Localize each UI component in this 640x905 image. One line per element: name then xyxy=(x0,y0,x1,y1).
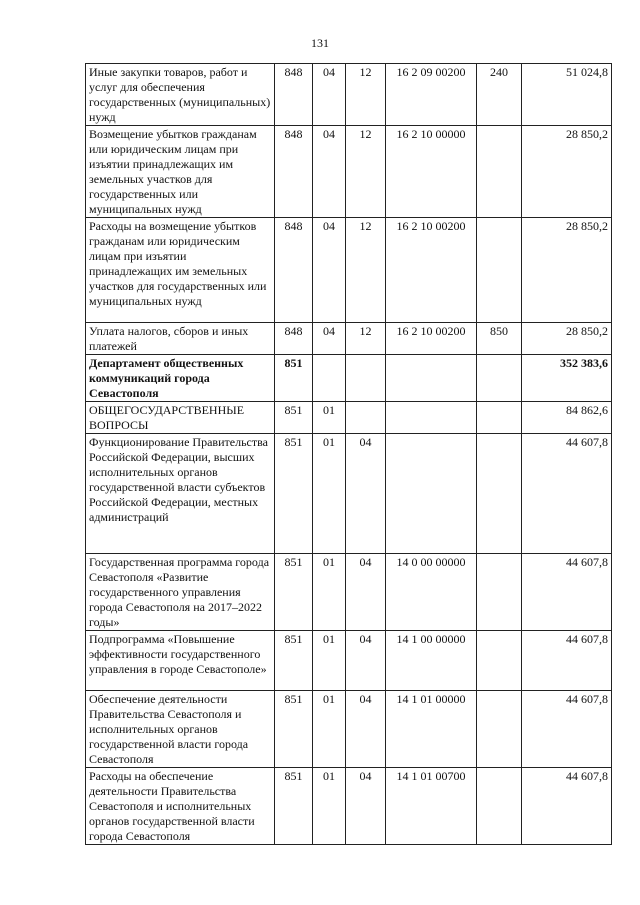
expense-name-cell: ОБЩЕГОСУДАРСТВЕННЫЕ ВОПРОСЫ xyxy=(86,402,275,434)
department-code-cell: 851 xyxy=(275,768,313,845)
subsection-code-cell: 04 xyxy=(346,631,386,691)
section-code-cell: 01 xyxy=(313,434,346,554)
expense-type-cell xyxy=(477,691,522,768)
department-code-cell: 851 xyxy=(275,355,313,402)
amount-cell: 44 607,8 xyxy=(522,768,612,845)
subsection-code-cell: 04 xyxy=(346,691,386,768)
subsection-code-cell xyxy=(346,355,386,402)
amount-cell: 44 607,8 xyxy=(522,691,612,768)
budget-table xyxy=(85,63,612,845)
section-code-cell: 01 xyxy=(313,691,346,768)
expense-type-cell xyxy=(477,126,522,218)
department-code-cell: 848 xyxy=(275,126,313,218)
section-code-cell: 04 xyxy=(313,64,346,126)
table-row xyxy=(86,691,612,768)
expense-name-cell: Возмещение убытков гражданам или юридическим лицам при изъятии принадлежащих им земельных участков для государственных или муниципальных нужд xyxy=(86,126,275,218)
section-code-cell: 01 xyxy=(313,402,346,434)
expense-type-cell xyxy=(477,355,522,402)
expense-name-cell: Расходы на возмещение убытков гражданам или юридическим лицам при изъятии принадлежащих им земельных участков для государственных или муниципальных нужд xyxy=(86,218,275,323)
department-code-cell: 848 xyxy=(275,64,313,126)
department-code-cell: 851 xyxy=(275,434,313,554)
department-code-cell: 851 xyxy=(275,554,313,631)
section-code-cell: 04 xyxy=(313,323,346,355)
table-body xyxy=(86,64,612,845)
amount-cell: 51 024,8 xyxy=(522,64,612,126)
subsection-code-cell: 12 xyxy=(346,218,386,323)
target-article-cell: 16 2 10 00200 xyxy=(386,218,477,323)
table-row xyxy=(86,218,612,323)
table-row xyxy=(86,355,612,402)
target-article-cell: 16 2 10 00000 xyxy=(386,126,477,218)
section-code-cell: 04 xyxy=(313,218,346,323)
amount-cell: 44 607,8 xyxy=(522,554,612,631)
expense-name-cell: Функционирование Правительства Российской Федерации, высших исполнительных органов государственной власти субъектов Российской Федерации, местных администраций xyxy=(86,434,275,554)
amount-cell: 44 607,8 xyxy=(522,631,612,691)
expense-type-cell xyxy=(477,218,522,323)
department-code-cell: 851 xyxy=(275,402,313,434)
amount-cell: 352 383,6 xyxy=(522,355,612,402)
expense-name-cell: Иные закупки товаров, работ и услуг для обеспечения государственных (муниципальных) нужд xyxy=(86,64,275,126)
target-article-cell: 14 1 00 00000 xyxy=(386,631,477,691)
expense-type-cell: 850 xyxy=(477,323,522,355)
expense-type-cell xyxy=(477,554,522,631)
section-code-cell: 01 xyxy=(313,631,346,691)
table-row xyxy=(86,126,612,218)
target-article-cell: 14 1 01 00000 xyxy=(386,691,477,768)
target-article-cell xyxy=(386,402,477,434)
amount-cell: 28 850,2 xyxy=(522,218,612,323)
amount-cell: 28 850,2 xyxy=(522,126,612,218)
department-code-cell: 848 xyxy=(275,218,313,323)
department-code-cell: 851 xyxy=(275,691,313,768)
subsection-code-cell: 12 xyxy=(346,64,386,126)
target-article-cell xyxy=(386,434,477,554)
expense-type-cell xyxy=(477,402,522,434)
expense-name-cell: Уплата налогов, сборов и иных платежей xyxy=(86,323,275,355)
table-row xyxy=(86,554,612,631)
expense-type-cell: 240 xyxy=(477,64,522,126)
expense-name-cell: Расходы на обеспечение деятельности Правительства Севастополя и исполнительных органов государственной власти города Севастополя xyxy=(86,768,275,845)
subsection-code-cell: 04 xyxy=(346,434,386,554)
target-article-cell: 16 2 09 00200 xyxy=(386,64,477,126)
subsection-code-cell: 12 xyxy=(346,323,386,355)
department-code-cell: 848 xyxy=(275,323,313,355)
subsection-code-cell xyxy=(346,402,386,434)
expense-type-cell xyxy=(477,768,522,845)
amount-cell: 84 862,6 xyxy=(522,402,612,434)
target-article-cell: 14 0 00 00000 xyxy=(386,554,477,631)
subsection-code-cell: 04 xyxy=(346,554,386,631)
department-code-cell: 851 xyxy=(275,631,313,691)
amount-cell: 44 607,8 xyxy=(522,434,612,554)
subsection-code-cell: 12 xyxy=(346,126,386,218)
section-code-cell: 01 xyxy=(313,554,346,631)
page-number: 131 xyxy=(311,36,329,50)
table-row xyxy=(86,434,612,554)
section-code-cell: 01 xyxy=(313,768,346,845)
target-article-cell: 16 2 10 00200 xyxy=(386,323,477,355)
target-article-cell xyxy=(386,355,477,402)
subsection-code-cell: 04 xyxy=(346,768,386,845)
expense-type-cell xyxy=(477,434,522,554)
section-code-cell xyxy=(313,355,346,402)
expense-name-cell: Департамент общественных коммуникаций города Севастополя xyxy=(86,355,275,402)
target-article-cell: 14 1 01 00700 xyxy=(386,768,477,845)
section-code-cell: 04 xyxy=(313,126,346,218)
table-row xyxy=(86,323,612,355)
expense-type-cell xyxy=(477,631,522,691)
table-row xyxy=(86,768,612,845)
expense-name-cell: Государственная программа города Севастополя «Развитие государственного управления города Севастополя на 2017–2022 годы» xyxy=(86,554,275,631)
expense-name-cell: Подпрограмма «Повышение эффективности государственного управления в городе Севастополе» xyxy=(86,631,275,691)
table-row xyxy=(86,402,612,434)
table-row xyxy=(86,631,612,691)
table-row xyxy=(86,64,612,126)
amount-cell: 28 850,2 xyxy=(522,323,612,355)
expense-name-cell: Обеспечение деятельности Правительства Севастополя и исполнительных органов государственной власти города Севастополя xyxy=(86,691,275,768)
